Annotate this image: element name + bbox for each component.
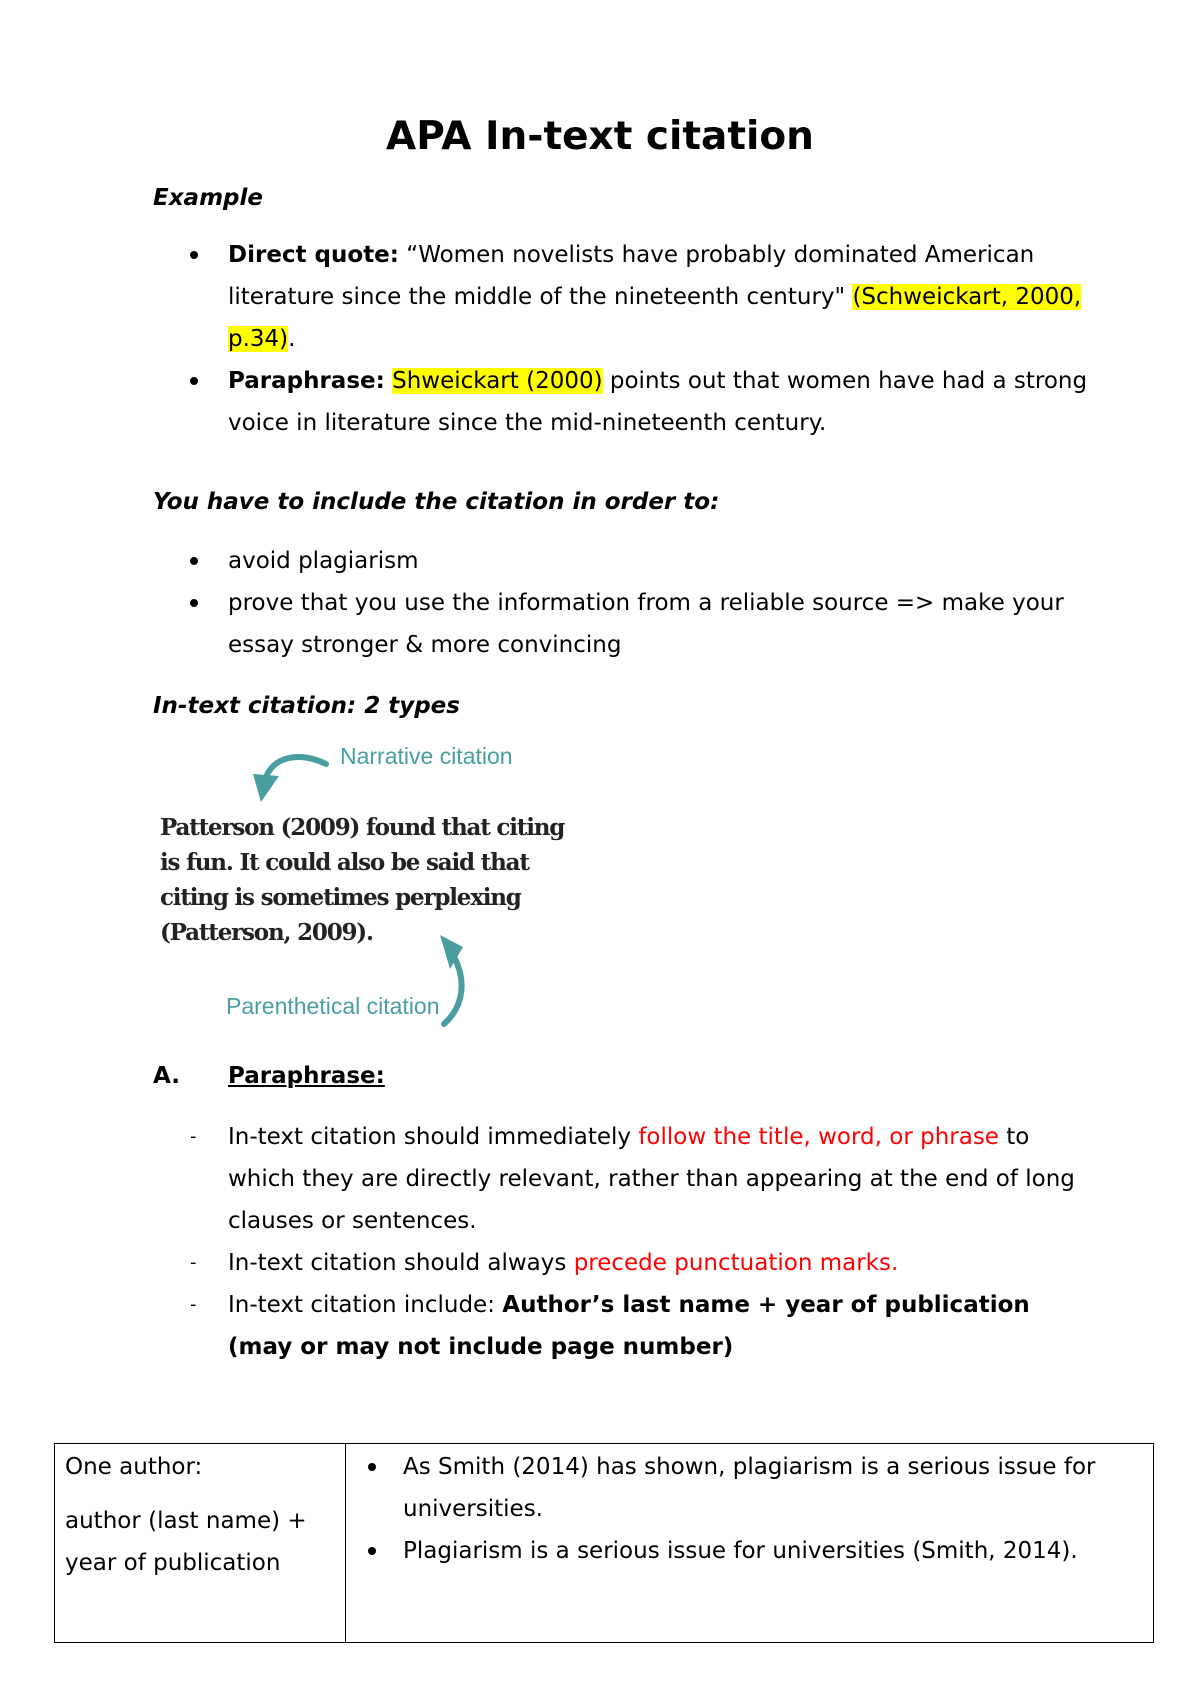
rule-item	[0, 1116, 1088, 1242]
parenthetical-citation-label: Parenthetical citation	[226, 993, 440, 1019]
table-row-label: One author:	[65, 1454, 203, 1480]
rule-text: In-text citation should always	[228, 1250, 574, 1276]
table-row	[55, 1444, 1154, 1643]
example-item: Plagiarism is a serious issue for universities (Smith, 2014).	[346, 1530, 1145, 1572]
paraphrase-item	[0, 360, 1088, 444]
example-heading: Example	[153, 185, 263, 211]
purpose-heading: You have to include the citation in order to:	[153, 489, 720, 515]
narrative-citation-label: Narrative citation	[340, 743, 513, 769]
rule-bold: Author’s last name + year of publication (may or may not include page number)	[228, 1292, 1030, 1360]
section-title: Paraphrase:	[228, 1063, 385, 1089]
citation-example-line: Patterson (2009) found that citing	[160, 814, 565, 841]
citation-example-line: is fun. It could also be said that	[160, 849, 529, 876]
examples-list	[346, 1446, 1145, 1572]
paraphrase-citation: Shweickart (2000)	[392, 368, 603, 394]
direct-quote-tail: .	[288, 326, 296, 352]
citation-types-figure	[150, 725, 590, 1045]
paraphrase-rules-list	[0, 1116, 1088, 1368]
page-title: APA In-text citation	[386, 114, 814, 159]
example-item: As Smith (2014) has shown, plagiarism is a serious issue for universities.	[346, 1446, 1145, 1530]
paraphrase-label: Paraphrase:	[228, 368, 385, 394]
citation-example-line: citing is sometimes perplexing	[160, 884, 521, 911]
purpose-item: prove that you use the information from a reliable source => make your essay stronger & more convincing	[0, 582, 1088, 666]
direct-quote-citation: (Schweickart, 2000, p.34)	[228, 284, 1082, 352]
example-list	[0, 234, 1088, 444]
rule-text: In-text citation should immediately	[228, 1124, 639, 1150]
rule-item	[0, 1284, 1088, 1368]
direct-quote-label: Direct quote:	[228, 242, 399, 268]
citation-examples-table	[54, 1443, 1154, 1643]
citation-example-line: (Patterson, 2009).	[160, 919, 373, 946]
direct-quote-text: “Women novelists have probably dominated American literature since the middle of the nineteenth century"	[228, 242, 1035, 310]
rule-highlight: follow the title, word, or phrase	[638, 1124, 999, 1150]
direct-quote-item	[0, 234, 1088, 360]
section-letter: A.	[153, 1063, 180, 1089]
purpose-item: avoid plagiarism	[0, 540, 1088, 582]
table-cell-examples	[346, 1444, 1154, 1643]
table-row-rule: author (last name) + year of publication	[65, 1508, 307, 1576]
paraphrase-text: points out that women have had a strong voice in literature since the mid-nineteenth century.	[228, 368, 1088, 436]
citation-example-text	[160, 810, 564, 950]
rule-text: to which they are directly relevant, rather than appearing at the end of long clauses or sentences.	[228, 1124, 1075, 1234]
types-heading: In-text citation: 2 types	[153, 693, 460, 719]
purpose-list	[0, 540, 1088, 666]
table-cell-rule	[55, 1444, 346, 1643]
rule-text: In-text citation include:	[228, 1292, 503, 1318]
rule-item	[0, 1242, 1088, 1284]
rule-highlight: precede punctuation marks.	[573, 1250, 899, 1276]
